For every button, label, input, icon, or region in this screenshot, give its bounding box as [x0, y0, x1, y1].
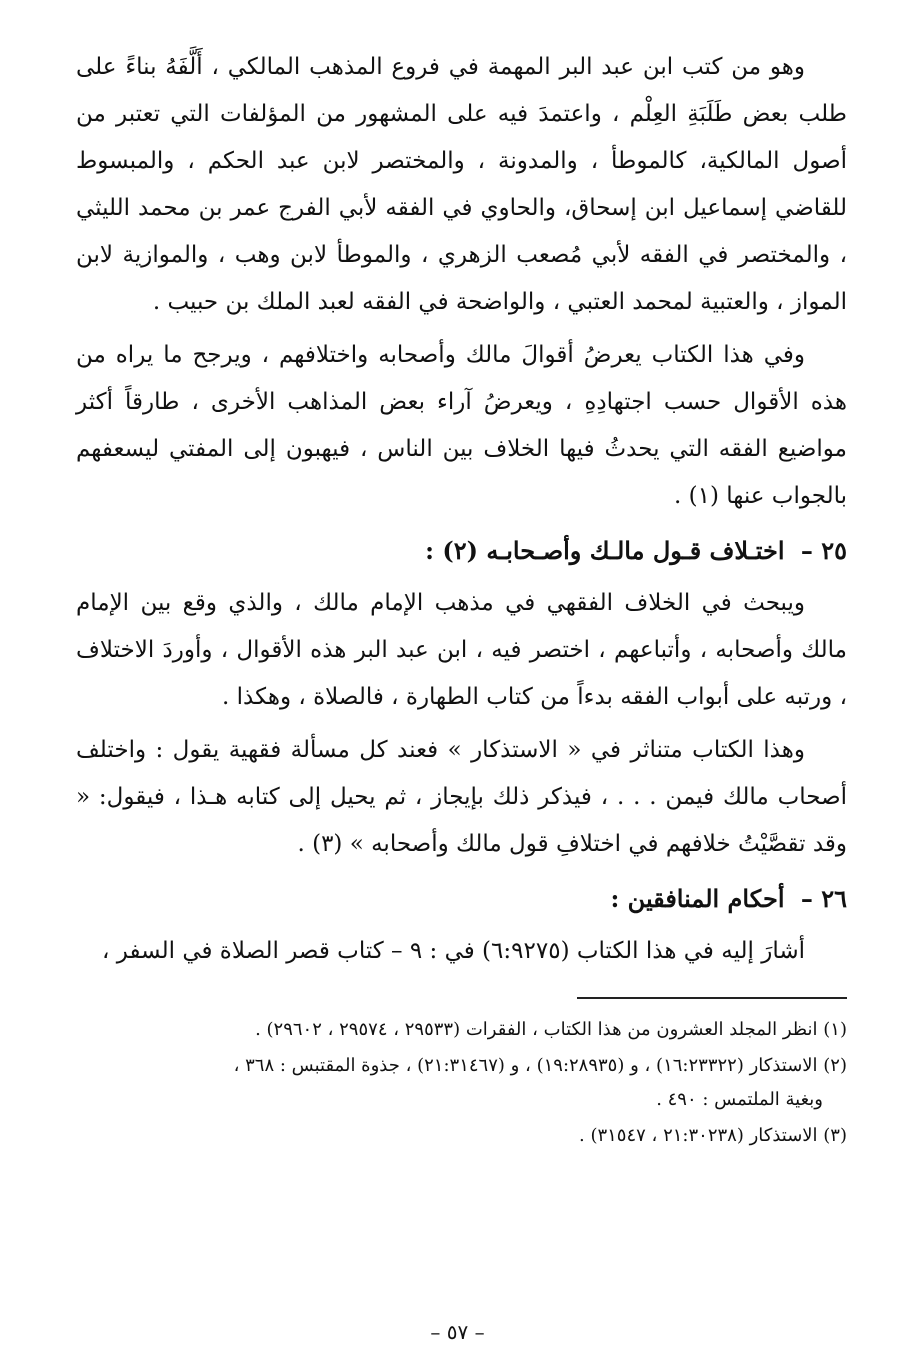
paragraph-3: ويبحث في الخلاف الفقهي في مذهب الإمام مالك ، والذي وقع بين الإمام مالك وأصحابه ، وأتباعهم ، اختصر فيه ، ابن عبد البر هذه الأقوال ، وأوردَ الاختلاف ، ورتبه على أبواب الفقه بدءاً من كتاب الطهارة ، فالصلاة ، وهكذا .	[76, 590, 847, 710]
section-title-25: اختـلاف قـول مالـك وأصـحابـه (٢) :	[425, 536, 785, 565]
footnote-2-line-1: (٢) الاستذكار (١٦:٢٣٣٢٢) ، و (١٩:٢٨٩٣٥) ، و (٢١:٣١٤٦٧) ، جذوة المقتبس : ٣٦٨ ،	[233, 1055, 847, 1076]
page-number: – ٥٧ –	[430, 1320, 485, 1344]
section-number-26: ٢٦ –	[800, 884, 847, 913]
section-heading-25	[76, 526, 847, 576]
section-heading-26	[76, 874, 847, 924]
footnote-2	[76, 1049, 847, 1117]
footnote-2-line-2: وبغية الملتمس : ٤٩٠ .	[656, 1089, 823, 1110]
paragraph-4: وهذا الكتاب متناثر في « الاستذكار » فعند كل مسألة فقهية يقول : واختلف أصحاب مالك فيمن . . . ، فيذكر ذلك بإيجاز ، ثم يحيل إلى كتابه هـذا ، فيقول: « وقد تقصَّيْتُ خلافهم في اختلافِ قول مالك وأصحابه » (٣) .	[76, 737, 847, 857]
paragraph-5: أشارَ إليه في هذا الكتاب (٦:٩٢٧٥) في : ٩ – كتاب قصر الصلاة في السفر ،	[102, 938, 805, 964]
footnote-1: (١) انظر المجلد العشرون من هذا الكتاب ، الفقرات (٢٩٥٣٣ ، ٢٩٥٧٤ ، ٢٩٦٠٢) .	[255, 1019, 847, 1040]
section-title-26: أحكام المنافقين :	[610, 884, 785, 913]
footnotes	[76, 1013, 847, 1153]
paragraph-1: وهو من كتب ابن عبد البر المهمة في فروع المذهب المالكي ، أَلَّفَهُ بناءً على طلب بعض طَلَبَةِ العِلْم ، واعتمدَ فيه على المشهور من المؤلفات التي تعتبر من أصول المالكية، كالموطأ ، والمدونة ، والمختصر لابن عبد الحكم ، والمبسوط للقاضي إسماعيل ابن إسحاق، والحاوي في الفقه لأبي الفرج عمر بن محمد الليثي ، والمختصر في الفقه لأبي مُصعب الزهري ، والموطأ لابن وهب ، والموازية لابن المواز ، والعتبية لمحمد العتبي ، والواضحة في الفقه لعبد الملك بن حبيب .	[76, 54, 847, 315]
footnote-divider	[577, 997, 847, 999]
section-number-25: ٢٥ –	[800, 536, 847, 565]
footnote-3: (٣) الاستذكار (٢١:٣٠٢٣٨ ، ٣١٥٤٧) .	[579, 1125, 847, 1146]
paragraph-2: وفي هذا الكتاب يعرضُ أقوالَ مالك وأصحابه واختلافهم ، ويرجح ما يراه من هذه الأقوال حسب اجتهادِهِ ، ويعرضُ آراء بعض المذاهب الأخرى ، طارقاً أكثر مواضيع الفقه التي يحدثُ فيها الخلاف بين الناس ، فيهبون إلى المفتي ليسعفهم بالجواب عنها (١) .	[76, 342, 847, 509]
